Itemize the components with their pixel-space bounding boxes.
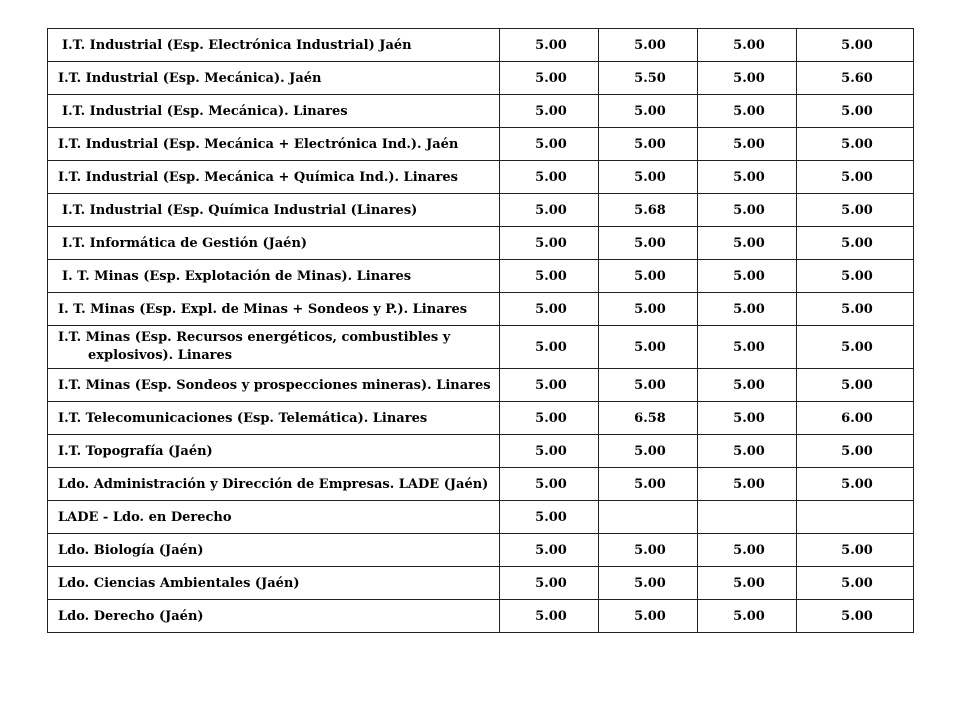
grade-cell: 5.00 [797, 227, 914, 260]
grade-cell: 5.00 [599, 567, 698, 600]
grade-cell: 5.00 [599, 326, 698, 369]
grade-cell: 5.00 [599, 161, 698, 194]
grade-cell: 5.00 [698, 567, 797, 600]
degree-name: I.T. Industrial (Esp. Mecánica + Química Ind.). Linares [48, 161, 500, 194]
table-row [48, 62, 914, 95]
degree-name: I.T. Topografía (Jaén) [48, 435, 500, 468]
table-row [48, 260, 914, 293]
grade-cell: 5.00 [500, 227, 599, 260]
grade-cell: 5.00 [599, 600, 698, 633]
grade-cell: 5.00 [698, 435, 797, 468]
grade-cell: 5.00 [698, 402, 797, 435]
grade-cell [797, 501, 914, 534]
table-row [48, 128, 914, 161]
grade-cell: 5.00 [599, 227, 698, 260]
degree-name: I.T. Minas (Esp. Recursos energéticos, combustibles y [58, 330, 451, 345]
table-row [48, 161, 914, 194]
degree-name: I. T. Minas (Esp. Expl. de Minas + Sondeos y P.). Linares [48, 293, 500, 326]
grade-cell: 6.58 [599, 402, 698, 435]
grade-cell: 5.00 [698, 29, 797, 62]
grade-cell: 5.00 [698, 260, 797, 293]
grade-cell: 5.00 [500, 435, 599, 468]
degree-name: Ldo. Administración y Dirección de Empresas. LADE (Jaén) [48, 468, 500, 501]
degree-name: I.T. Minas (Esp. Sondeos y prospecciones mineras). Linares [48, 369, 500, 402]
table-row [48, 501, 914, 534]
grade-cell: 5.00 [500, 260, 599, 293]
grade-cell: 5.00 [797, 369, 914, 402]
grade-cell: 5.00 [698, 161, 797, 194]
grade-cell: 5.00 [599, 369, 698, 402]
grade-cell: 5.00 [599, 534, 698, 567]
table-row [48, 29, 914, 62]
table-row [48, 435, 914, 468]
grade-cell: 5.00 [698, 62, 797, 95]
grade-cell: 5.00 [698, 326, 797, 369]
grade-cell: 5.00 [698, 600, 797, 633]
grade-cell: 5.00 [797, 194, 914, 227]
table-row [48, 194, 914, 227]
grade-cell: 5.00 [500, 95, 599, 128]
table-row [48, 369, 914, 402]
grade-cell: 5.00 [698, 128, 797, 161]
table-row [48, 293, 914, 326]
grade-cell [698, 501, 797, 534]
degree-name: Ldo. Biología (Jaén) [48, 534, 500, 567]
grade-cell: 5.50 [599, 62, 698, 95]
grade-cell: 5.00 [500, 62, 599, 95]
degree-name: Ldo. Derecho (Jaén) [48, 600, 500, 633]
grade-cell: 5.00 [599, 128, 698, 161]
table-row [48, 567, 914, 600]
grade-cell: 5.00 [500, 534, 599, 567]
grade-cell: 5.00 [599, 435, 698, 468]
degree-name: I.T. Informática de Gestión (Jaén) [48, 227, 500, 260]
degree-name: Ldo. Ciencias Ambientales (Jaén) [48, 567, 500, 600]
degree-name: I.T. Industrial (Esp. Mecánica). Jaén [48, 62, 500, 95]
table-row [48, 95, 914, 128]
grade-cell: 5.00 [599, 293, 698, 326]
degree-name-cell [48, 326, 500, 369]
degree-name: I.T. Industrial (Esp. Química Industrial (Linares) [48, 194, 500, 227]
grade-cell: 5.00 [500, 501, 599, 534]
grade-cell: 5.00 [500, 468, 599, 501]
grade-cell: 5.00 [698, 227, 797, 260]
grades-table-body [48, 29, 914, 633]
grade-cell: 5.00 [500, 326, 599, 369]
degree-name: I.T. Industrial (Esp. Mecánica + Electrónica Ind.). Jaén [48, 128, 500, 161]
grade-cell: 5.00 [797, 260, 914, 293]
grade-cell: 5.00 [599, 468, 698, 501]
degree-name: I.T. Telecomunicaciones (Esp. Telemática). Linares [48, 402, 500, 435]
grade-cell: 5.00 [500, 402, 599, 435]
grade-cell: 5.68 [599, 194, 698, 227]
grade-cell: 5.00 [500, 369, 599, 402]
grade-cell: 5.60 [797, 62, 914, 95]
grade-cell: 5.00 [500, 293, 599, 326]
grade-cell: 5.00 [500, 161, 599, 194]
grade-cell: 5.00 [797, 534, 914, 567]
grade-cell: 5.00 [797, 435, 914, 468]
grade-cell: 5.00 [797, 128, 914, 161]
table-row [48, 326, 914, 369]
grade-cell: 5.00 [698, 293, 797, 326]
grade-cell: 5.00 [500, 128, 599, 161]
degree-name: I. T. Minas (Esp. Explotación de Minas). Linares [48, 260, 500, 293]
degree-name: I.T. Industrial (Esp. Electrónica Industrial) Jaén [48, 29, 500, 62]
grade-cell: 5.00 [797, 293, 914, 326]
grade-cell: 5.00 [797, 326, 914, 369]
table-row [48, 402, 914, 435]
grade-cell: 5.00 [797, 468, 914, 501]
grade-cell: 5.00 [797, 600, 914, 633]
grade-cell: 5.00 [500, 600, 599, 633]
grade-cell: 5.00 [797, 567, 914, 600]
degree-name-continuation: explosivos). Linares [88, 348, 233, 363]
grade-cell: 5.00 [698, 95, 797, 128]
grade-cell: 5.00 [500, 567, 599, 600]
grade-cell: 5.00 [698, 534, 797, 567]
grade-cell: 5.00 [500, 194, 599, 227]
degree-name: I.T. Industrial (Esp. Mecánica). Linares [48, 95, 500, 128]
grade-cell: 5.00 [599, 95, 698, 128]
table-row [48, 600, 914, 633]
grade-cell: 5.00 [698, 468, 797, 501]
grade-cell: 5.00 [599, 260, 698, 293]
degree-name: LADE - Ldo. en Derecho [48, 501, 500, 534]
table-row [48, 227, 914, 260]
grade-cell: 6.00 [797, 402, 914, 435]
grades-table [47, 28, 914, 633]
grade-cell: 5.00 [797, 95, 914, 128]
grade-cell: 5.00 [599, 29, 698, 62]
grade-cell: 5.00 [698, 369, 797, 402]
grade-cell: 5.00 [500, 29, 599, 62]
grade-cell: 5.00 [797, 29, 914, 62]
grade-cell: 5.00 [797, 161, 914, 194]
table-row [48, 468, 914, 501]
grade-cell: 5.00 [698, 194, 797, 227]
table-row [48, 534, 914, 567]
grade-cell [599, 501, 698, 534]
